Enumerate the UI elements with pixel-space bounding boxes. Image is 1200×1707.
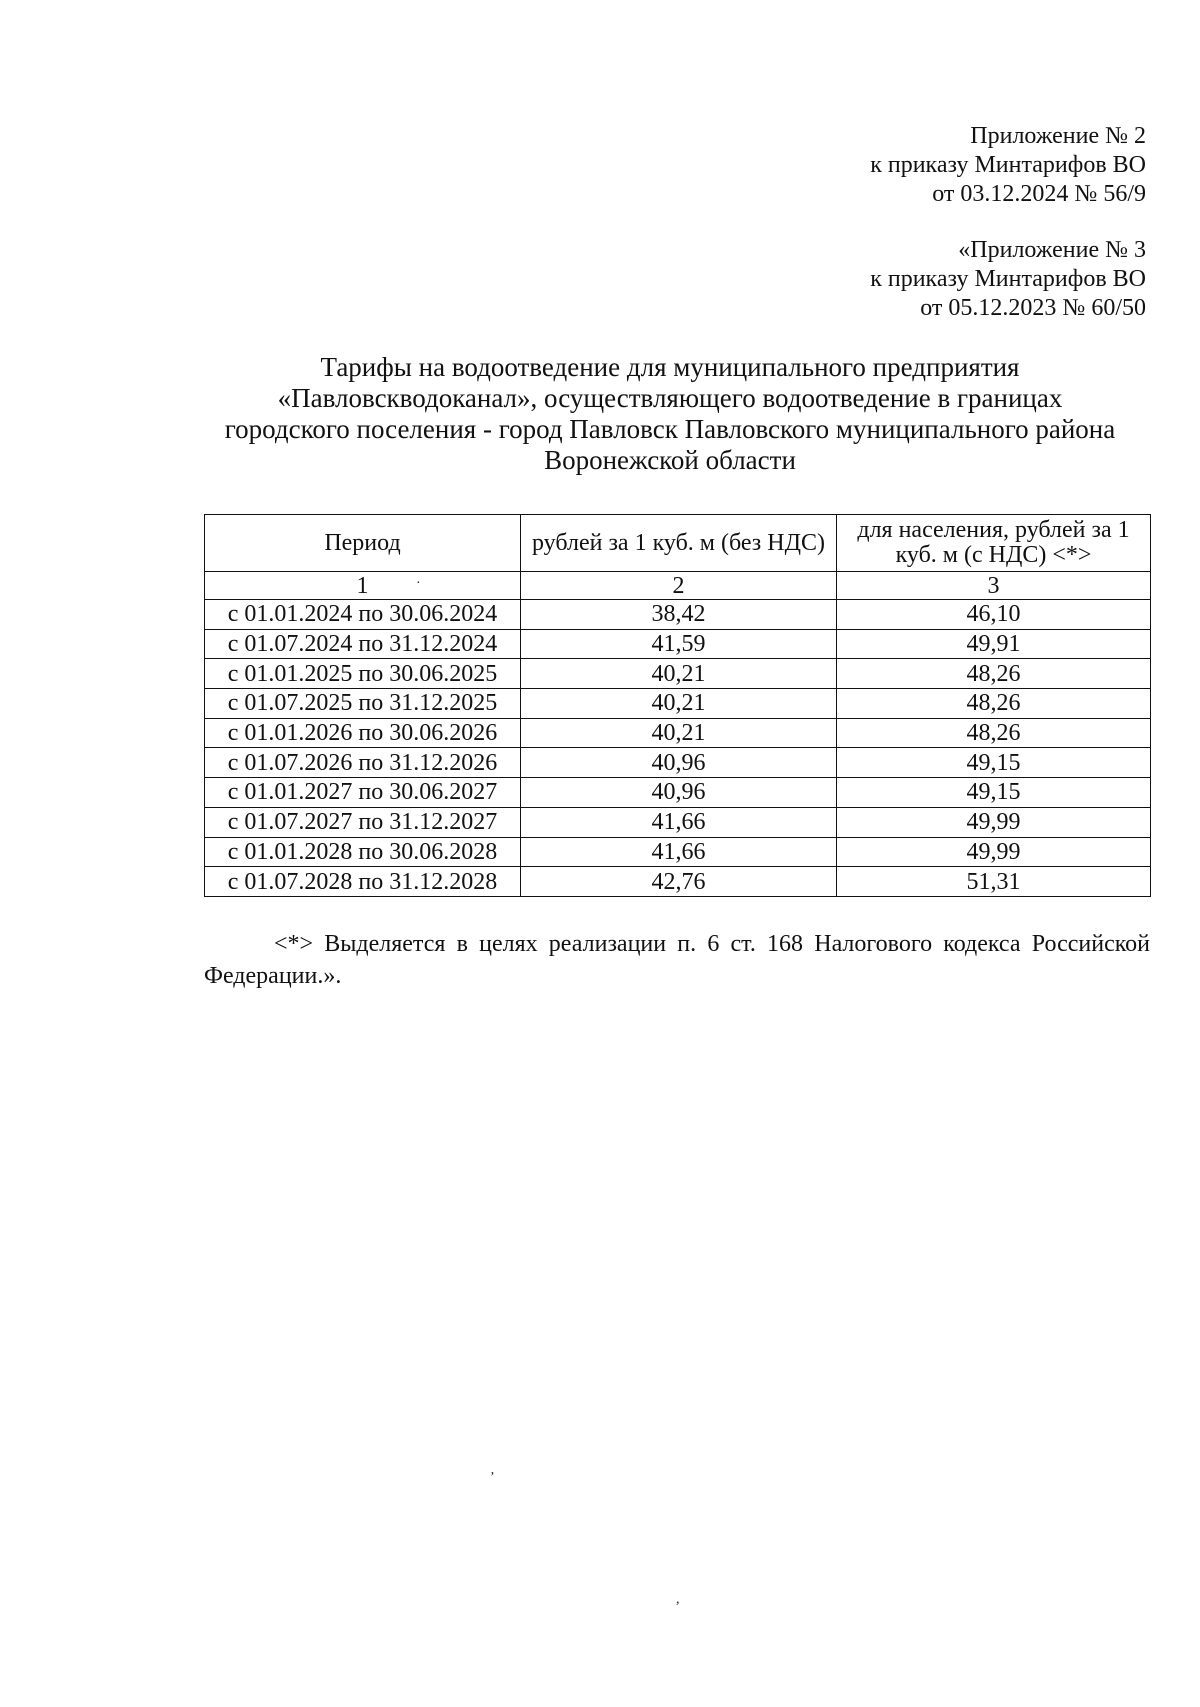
price-no-vat-cell: 40,21 (521, 689, 837, 719)
period-cell: с 01.01.2024 по 30.06.2024 (205, 600, 521, 630)
price-no-vat-cell: 40,21 (521, 718, 837, 748)
table-row (205, 778, 1151, 808)
column-number: 1 (205, 572, 521, 600)
period-cell: с 01.07.2024 по 31.12.2024 (205, 629, 521, 659)
period-cell: с 01.07.2027 по 31.12.2027 (205, 807, 521, 837)
footnote (204, 928, 1150, 992)
price-no-vat-cell: 38,42 (521, 600, 837, 630)
table-row (205, 659, 1151, 689)
annex-line: от 03.12.2024 № 56/9 (932, 181, 1146, 207)
header-period: Период (205, 515, 521, 572)
title-line: городского поселения - город Павловск Павловского муниципального района (224, 414, 1116, 444)
price-no-vat-cell: 41,66 (521, 807, 837, 837)
scan-speck: , (676, 1592, 680, 1607)
price-with-vat-cell: 48,26 (837, 689, 1151, 719)
price-no-vat-cell: 41,66 (521, 837, 837, 867)
scan-speck: ʼ (490, 1470, 495, 1485)
price-no-vat-cell: 40,21 (521, 659, 837, 689)
table-row (205, 689, 1151, 719)
price-no-vat-cell: 40,96 (521, 748, 837, 778)
header-price-with-vat: для населения, рублей за 1 куб. м (с НДС) <*> (837, 515, 1151, 572)
table-column-numbers-row (205, 572, 1151, 600)
table-row (205, 748, 1151, 778)
column-number: 3 (837, 572, 1151, 600)
table-row (205, 807, 1151, 837)
table-header-row (205, 515, 1151, 572)
price-with-vat-cell: 49,99 (837, 837, 1151, 867)
title-line: Тарифы на водоотведение для муниципального предприятия (320, 352, 1020, 382)
price-with-vat-cell: 51,31 (837, 867, 1151, 897)
annex-line: к приказу Минтарифов ВО (870, 152, 1146, 178)
period-cell: с 01.07.2026 по 31.12.2026 (205, 748, 521, 778)
table-row (205, 867, 1151, 897)
price-with-vat-cell: 46,10 (837, 600, 1151, 630)
document-title (190, 352, 1150, 476)
table-row (205, 718, 1151, 748)
price-with-vat-cell: 49,99 (837, 807, 1151, 837)
period-cell: с 01.01.2026 по 30.06.2026 (205, 718, 521, 748)
title-line: «Павловскводоканал», осуществляющего водоотведение в границах (277, 383, 1063, 413)
price-with-vat-cell: 49,15 (837, 748, 1151, 778)
price-with-vat-cell: 48,26 (837, 659, 1151, 689)
header-price-no-vat: рублей за 1 куб. м (без НДС) (521, 515, 837, 572)
period-cell: с 01.01.2027 по 30.06.2027 (205, 778, 521, 808)
price-with-vat-cell: 49,91 (837, 629, 1151, 659)
price-with-vat-cell: 49,15 (837, 778, 1151, 808)
period-cell: с 01.01.2028 по 30.06.2028 (205, 837, 521, 867)
annex-reference-current (870, 122, 1146, 209)
annex-line: к приказу Минтарифов ВО (870, 266, 1146, 292)
annex-line: «Приложение № 3 (958, 237, 1146, 263)
annex-reference-amended (870, 236, 1146, 323)
table-row (205, 837, 1151, 867)
annex-line: Приложение № 2 (970, 123, 1146, 149)
annex-line: от 05.12.2023 № 60/50 (920, 295, 1146, 321)
table-row (205, 600, 1151, 630)
tariff-table (204, 514, 1151, 897)
period-cell: с 01.01.2025 по 30.06.2025 (205, 659, 521, 689)
price-no-vat-cell: 42,76 (521, 867, 837, 897)
price-no-vat-cell: 41,59 (521, 629, 837, 659)
price-with-vat-cell: 48,26 (837, 718, 1151, 748)
footnote-line: Федерации.». (204, 963, 342, 989)
footnote-line: <*> Выделяется в целях реализации п. 6 ст. 168 Налогового кодекса Российской (274, 931, 1150, 957)
column-number: 2 (521, 572, 837, 600)
period-cell: с 01.07.2028 по 31.12.2028 (205, 867, 521, 897)
period-cell: с 01.07.2025 по 31.12.2025 (205, 689, 521, 719)
scan-speck: · (416, 576, 421, 591)
table-row (205, 629, 1151, 659)
price-no-vat-cell: 40,96 (521, 778, 837, 808)
title-line: Воронежской области (544, 445, 796, 475)
